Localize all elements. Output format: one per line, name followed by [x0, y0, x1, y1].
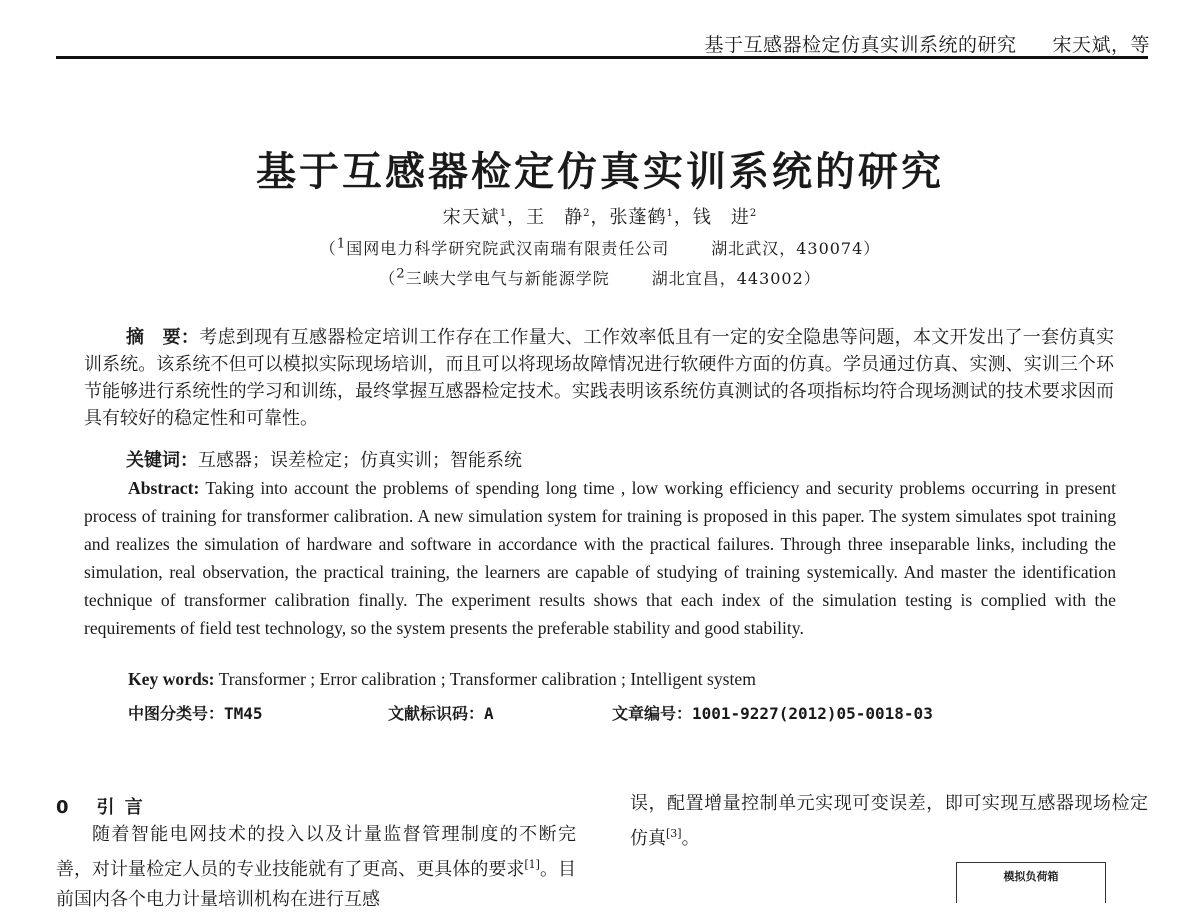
affiliation-1 — [0, 236, 1200, 259]
body-text: 。 — [681, 828, 700, 849]
abstract-zh — [84, 324, 1114, 432]
header-rule — [56, 56, 1148, 59]
affiliation-2 — [0, 266, 1200, 289]
body-text: 随着智能电网技术的投入以及计量监督管理制度的不断完善，对计量检定人员的专业技能就有了更高、更具体的要求 — [56, 824, 576, 880]
author-affil-mark: 1 — [666, 208, 674, 219]
author-separator: ， — [507, 207, 527, 228]
affil-org: 三峡大学电气与新能源学院 — [405, 269, 610, 288]
figure-box — [956, 862, 1106, 903]
author-name: 钱 进 — [692, 207, 750, 228]
citation: [3] — [666, 827, 682, 840]
keywords-en-text: Transformer ; Error calibration ; Transformer calibration ; Intelligent system — [218, 669, 756, 689]
keywords-en-label: Key words: — [128, 669, 215, 689]
affil-paren-close: ） — [863, 239, 881, 258]
affil-mark: 2 — [396, 266, 406, 282]
author-separator: ， — [590, 207, 610, 228]
affil-org: 国网电力科学研究院武汉南瑞有限责任公司 — [346, 239, 670, 258]
keywords-zh-text: 互感器；误差检定；仿真实训；智能系统 — [198, 450, 522, 471]
paper-title: 基于互感器检定仿真实训系统的研究 — [256, 149, 944, 195]
running-head-title: 基于互感器检定仿真实训系统的研究 — [704, 34, 1017, 56]
abstract-en-text: Taking into account the problems of spending long time , low working efficiency and security problems occurring in present process of training for transformer calibration. A new simulation system for training is proposed in this paper. The system simulates spot training and realizes the simulation of hardware and software in accordance with the practical failures. Through three inseparable links, including the simulation, real observation, the practical training, the learners are capable of studying of training systemically. And master the identification technique of transformer calibration finally. The experiment results shows that each index of the simulation testing is complied with the requirements of field test technology, so the system presents the preferable stability and good stability. — [84, 478, 1116, 638]
author-name: 王 静 — [526, 207, 584, 228]
section-title: 引 言 — [96, 797, 145, 818]
abstract-zh-text: 考虑到现有互感器检定培训工作存在工作量大、工作效率低且有一定的安全隐患等问题，本文开发出了一套仿真实训系统。该系统不但可以模拟实际现场培训，而且可以将现场故障情况进行软硬件方面的仿真。学员通过仿真、实测、实训三个环节能够进行系统性的学习和训练，最终掌握互感器检定技术。实践表明该系统仿真测试的各项指标均符合现场测试的技术要求因而具有较好的稳定性和可靠性。 — [84, 327, 1115, 429]
running-head — [704, 30, 1150, 57]
abstract-en-label: Abstract: — [128, 478, 200, 498]
body-left-column — [56, 820, 576, 915]
running-head-authors: 宋天斌，等 — [1052, 34, 1150, 56]
keywords-zh — [84, 447, 1156, 474]
keywords-zh-label: 关键词： — [126, 450, 198, 471]
clc-number: 中图分类号：TM45 — [128, 704, 263, 723]
document-code: 文献标识码：A — [388, 704, 494, 723]
affil-paren-open: （ — [319, 239, 337, 258]
affil-paren-close: ） — [803, 269, 821, 288]
affil-place: 湖北宜昌，443002 — [651, 269, 804, 288]
section-number: 0 — [56, 797, 71, 818]
affil-place: 湖北武汉，430074 — [711, 239, 864, 258]
author-separator: ， — [673, 207, 693, 228]
affil-mark: 1 — [336, 236, 347, 252]
section-heading — [56, 793, 145, 819]
author-name: 宋天斌 — [442, 207, 500, 228]
body-text: 误，配置增量控制单元实现可变误差，即可实现互感器现场检定仿真 — [630, 793, 1148, 849]
author-affil-mark: 2 — [583, 208, 591, 219]
author-affil-mark: 1 — [499, 208, 508, 219]
author-name: 张蓬鹤 — [609, 207, 667, 228]
affil-paren-open: （ — [379, 269, 397, 288]
figure-label: 模拟负荷箱 — [1003, 870, 1059, 883]
article-number: 文章编号：1001-9227(2012)05-0018-03 — [612, 704, 933, 723]
body-right-column — [630, 789, 1148, 854]
author-list — [0, 203, 1200, 229]
body-text: 。目前国内各个电力计量培训机构在进行互感 — [56, 859, 576, 910]
citation: [1] — [524, 858, 540, 871]
abstract-zh-label: 摘 要： — [126, 327, 200, 348]
author-affil-mark: 2 — [749, 208, 758, 219]
abstract-en — [84, 474, 1116, 642]
keywords-en — [128, 669, 756, 690]
